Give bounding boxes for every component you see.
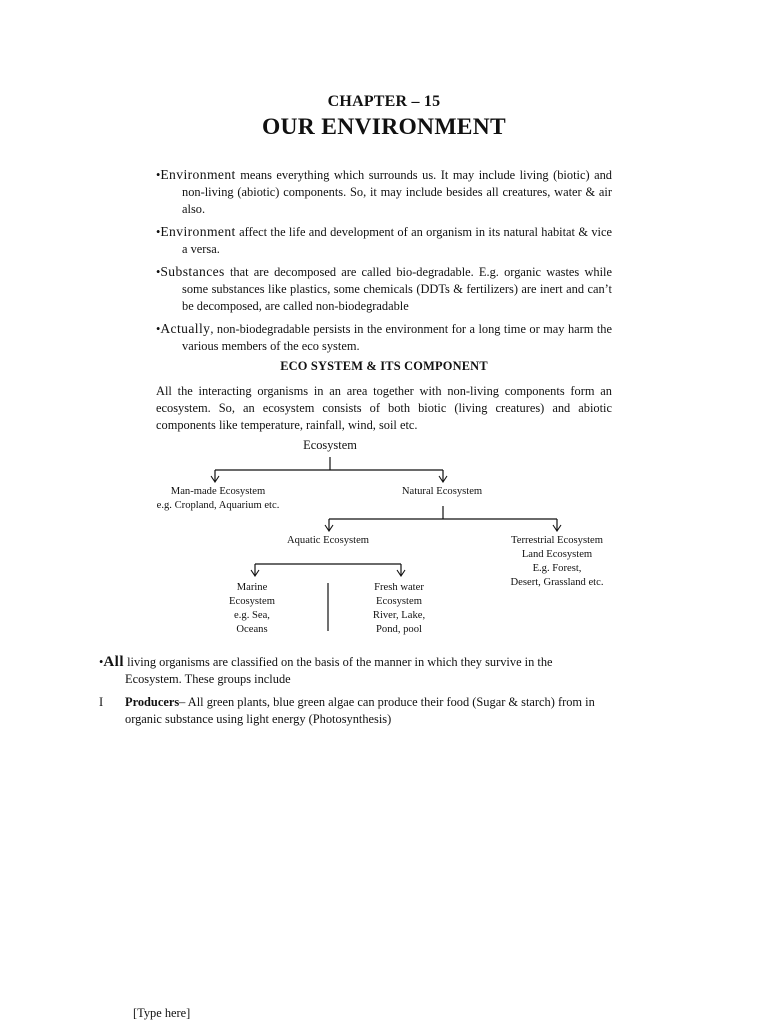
producers-text: – All green plants, blue green algae can produce their food (Sugar & starch) from in (179, 695, 595, 709)
bullet-text: means everything which surrounds us. It may include living (biotic) and non-living (abiotic) components. So, it may include besides all creatures, water & air also. (182, 168, 612, 216)
bullet-marker: • (156, 225, 161, 239)
tree-node-freshwater-line: Fresh water (374, 582, 424, 593)
bullet-item (156, 263, 612, 315)
tree-node-freshwater-line: Ecosystem (376, 596, 422, 607)
bullet-marker: • (156, 322, 161, 336)
bullet-item (156, 223, 612, 258)
tree-node-marine-line: Ecosystem (229, 596, 275, 607)
bullet-text: living organisms are classified on the basis of the manner in which they survive in the (124, 655, 553, 669)
bullet-marker: • (99, 655, 104, 669)
bullet-lead-word: Environment (160, 224, 236, 239)
bullet-lead-word: All (103, 654, 125, 670)
producers-term: Producers (125, 695, 180, 709)
all-organisms-line (99, 654, 639, 671)
intro-bullet-list (156, 166, 612, 360)
bullet-text: affect the life and development of an organism in its natural habitat & vice a versa. (182, 225, 612, 256)
tree-node-marine (212, 581, 292, 637)
bullet-text: that are decomposed are called bio-degradable. E.g. organic wastes while some substances like plastics, some chemicals (DDTs & fertilizers) are inert and can’t be decomposed, are called non-biodegradable (182, 265, 612, 313)
all-organisms-bullet (99, 654, 639, 688)
tree-node-manmade-example: e.g. Cropland, Aquarium etc. (156, 500, 280, 511)
tree-node-freshwater-line: River, Lake, (372, 610, 426, 621)
chapter-number: CHAPTER – 15 (327, 93, 441, 110)
tree-node-terrestrial-line: E.g. Forest, (532, 563, 582, 574)
tree-node-terrestrial-line: Land Ecosystem (521, 549, 593, 560)
producers-item (99, 694, 659, 728)
tree-node-terrestrial-line: Terrestrial Ecosystem (511, 535, 603, 546)
bullet-marker: • (156, 168, 161, 182)
tree-node-aquatic: Aquatic Ecosystem (286, 535, 370, 546)
chapter-title: OUR ENVIRONMENT (261, 114, 507, 140)
tree-node-marine-line: Marine (236, 582, 268, 593)
tree-node-freshwater-line: Pond, pool (376, 624, 422, 635)
producers-body (125, 694, 659, 728)
bullet-lead-word: Substances (160, 264, 225, 279)
tree-node-manmade (130, 485, 306, 513)
tree-node-freshwater (356, 581, 442, 637)
intro-paragraph: All the interacting organisms in an area together with non-living components form an ecosystem. So, an ecosystem consists of both biotic (living creatures) and abiotic components like temperature, rainfall, wind, soil etc. (156, 384, 612, 432)
tree-node-terrestrial (494, 534, 620, 590)
tree-node-marine-line: e.g. Sea, (234, 610, 270, 621)
tree-node-natural: Natural Ecosystem (401, 486, 483, 497)
tree-node-terrestrial-line: Desert, Grassland etc. (510, 577, 604, 588)
bullet-item (156, 166, 612, 218)
bullet-text: , non-biodegradable persists in the environment for a long time or may harm the various members of the eco system. (182, 322, 612, 353)
producers-line: organic substance using light energy (Photosynthesis) (125, 712, 392, 726)
producers-line (125, 694, 659, 711)
bullet-lead-word: Environment (160, 167, 236, 182)
section-heading: ECO SYSTEM & ITS COMPONENT (280, 359, 488, 373)
tree-node-ecosystem: Ecosystem (303, 438, 357, 452)
bullet-marker: • (156, 265, 161, 279)
tree-node-manmade-name: Man-made Ecosystem (170, 486, 266, 497)
footer-placeholder: [Type here] (133, 1006, 191, 1020)
tree-node-marine-line: Oceans (236, 624, 268, 635)
bullet-continuation: Ecosystem. These groups include (125, 672, 291, 686)
bullet-item (156, 320, 612, 355)
bullet-lead-word: Actually (160, 321, 211, 336)
list-number: I (99, 695, 104, 709)
